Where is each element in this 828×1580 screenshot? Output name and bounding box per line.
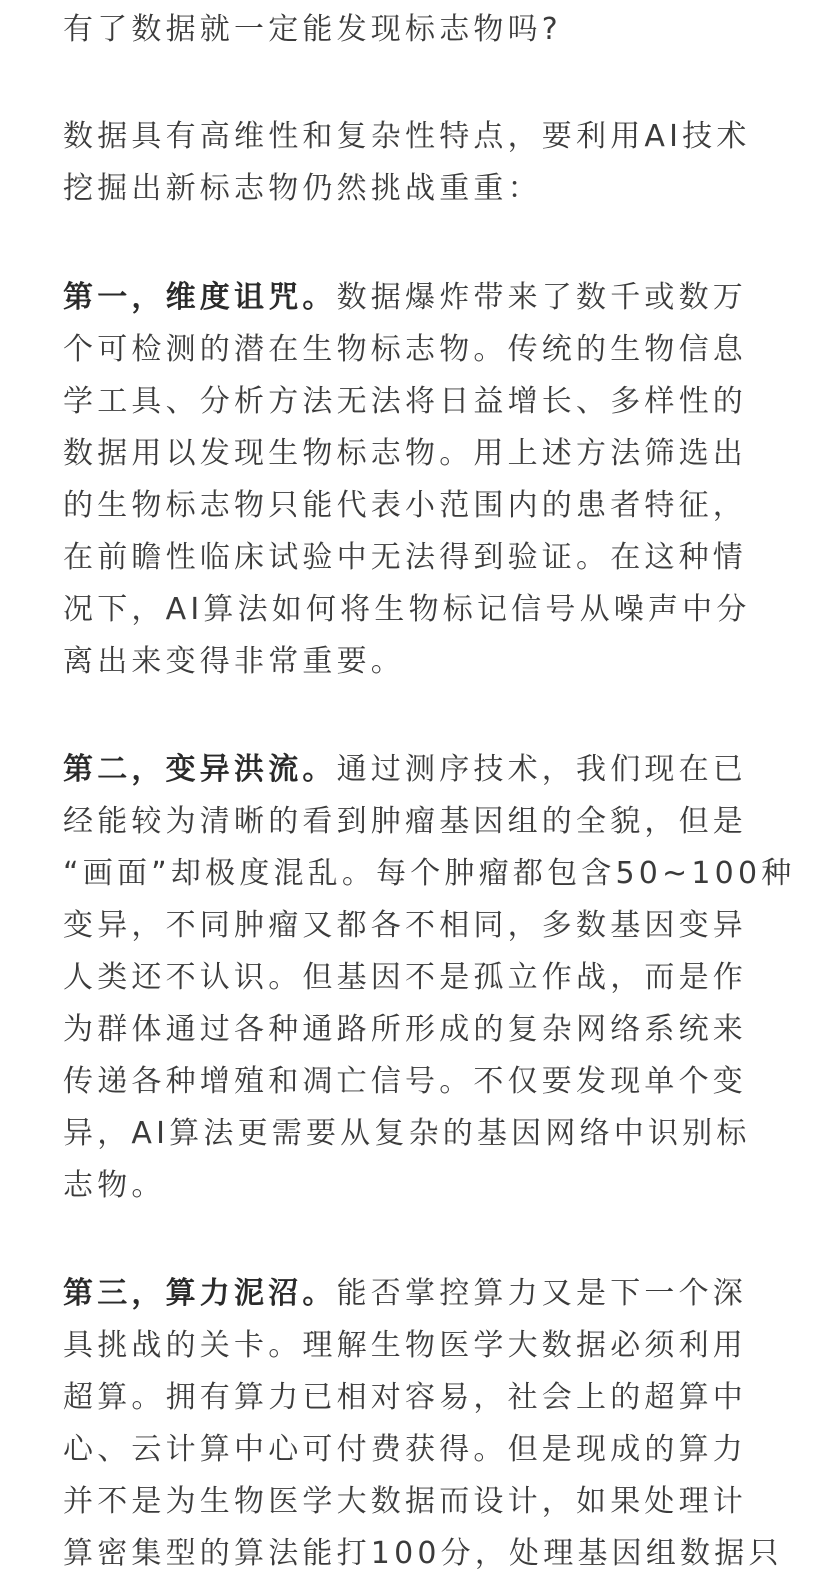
intro-line: 数据具有高维性和复杂性特点，要利用AI技术: [63, 119, 751, 154]
section-first-line: [63, 1268, 783, 1320]
section-first-line: [63, 272, 783, 324]
section-lead: 第一，维度诅咒。: [63, 280, 337, 315]
section-line: 变异，不同肿瘤又都各不相同，多数基因变异: [63, 908, 747, 943]
section-line: 异，AI算法更需要从复杂的基因网络中识别标: [63, 1116, 751, 1151]
section-line: 经能较为清晰的看到肿瘤基因组的全貌，但是: [63, 804, 747, 839]
section-line: “画面”却极度混乱。每个肿瘤都包含50~100种: [63, 856, 796, 891]
section-line: 并不是为生物医学大数据而设计，如果处理计: [63, 1484, 747, 1519]
section-text: 数据爆炸带来了数千或数万: [336, 280, 748, 315]
section-line: 离出来变得非常重要。: [63, 644, 405, 679]
section-line: 传递各种增殖和凋亡信号。不仅要发现单个变: [63, 1064, 747, 1099]
section-lead: 第三，算力泥沼。: [63, 1276, 337, 1311]
section-line: 超算。拥有算力已相对容易，社会上的超算中: [63, 1380, 747, 1415]
section-text: 能否掌控算力又是下一个深: [336, 1276, 748, 1311]
section-line: 志物。: [63, 1168, 166, 1203]
section-line: 况下，AI算法如何将生物标记信号从噪声中分: [63, 592, 751, 627]
section-line: 学工具、分析方法无法将日益增长、多样性的: [63, 384, 747, 419]
section-line: 具挑战的关卡。理解生物医学大数据必须利用: [63, 1328, 747, 1363]
section-line: 数据用以发现生物标志物。用上述方法筛选出: [63, 436, 747, 471]
section-line: 的生物标志物只能代表小范围内的患者特征，: [63, 488, 747, 523]
intro-line: 挖掘出新标志物仍然挑战重重：: [63, 171, 542, 206]
section-first-line: [63, 744, 783, 796]
section-line: 在前瞻性临床试验中无法得到验证。在这种情: [63, 540, 747, 575]
intro-question: 有了数据就一定能发现标志物吗?: [63, 12, 562, 47]
section-line: 为群体通过各种通路所形成的复杂网络系统来: [63, 1012, 747, 1047]
section-line: 个可检测的潜在生物标志物。传统的生物信息: [63, 332, 747, 367]
section-lead: 第二，变异洪流。: [63, 752, 337, 787]
section-line: 心、云计算中心可付费获得。但是现成的算力: [63, 1432, 747, 1467]
section-text: 通过测序技术，我们现在已: [336, 752, 748, 787]
section-line: 算密集型的算法能打100分，处理基因组数据只: [63, 1536, 783, 1571]
section-line: 人类还不认识。但基因不是孤立作战，而是作: [63, 960, 747, 995]
